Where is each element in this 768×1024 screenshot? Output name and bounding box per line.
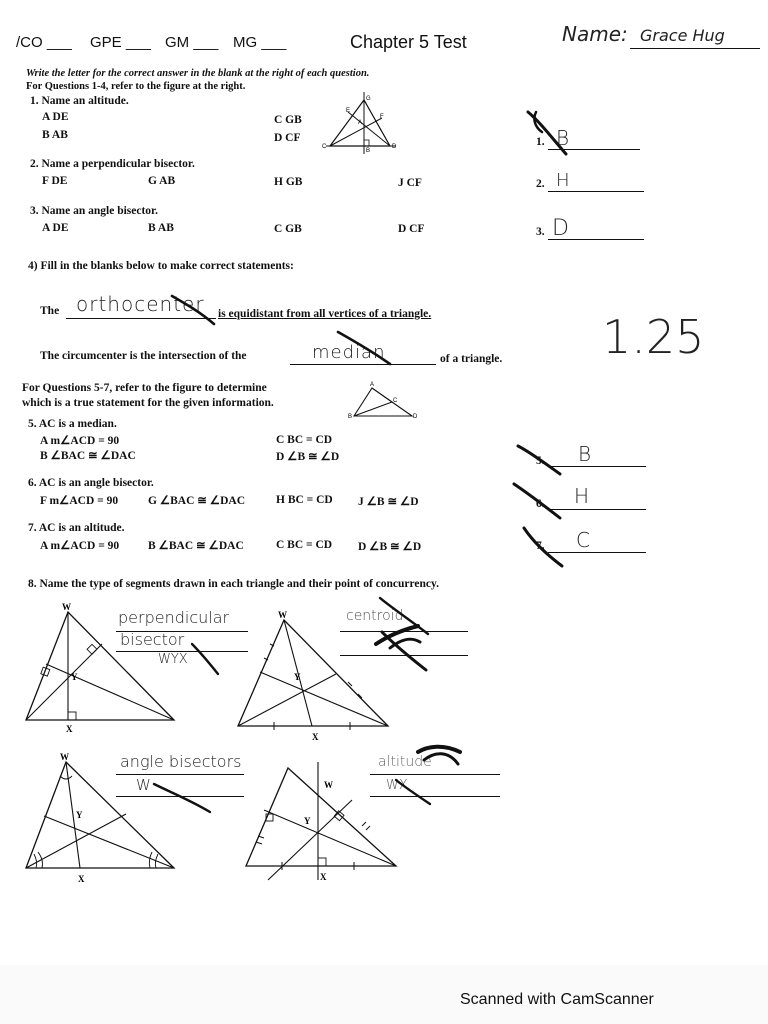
q5-option-d: D ∠B ≅ ∠D <box>276 451 340 463</box>
q2-answer: H <box>556 170 570 191</box>
q4-s1-post: is equidistant from all vertices of a triangle. <box>218 308 432 320</box>
q1-option-b: B AB <box>42 129 68 141</box>
q3-number: 3. <box>536 226 545 238</box>
q5-option-c: C BC = CD <box>276 434 333 446</box>
q2-option-g: G AB <box>148 175 176 187</box>
t4-answer-1: altitude <box>378 754 432 770</box>
t2-label-w: W <box>278 610 287 620</box>
fig-label-g: G <box>366 96 371 102</box>
t4-label-x: X <box>320 872 327 882</box>
q57-intro-2: which is a true statement for the given information. <box>22 397 274 409</box>
header-gm: GM ___ <box>165 34 219 51</box>
name-value: Grace Hug <box>640 26 725 45</box>
q3-option-a: A DE <box>42 222 69 234</box>
t4-answer-2: WX <box>386 778 408 793</box>
small-fig-label-a: A <box>370 382 375 388</box>
q7-answer: C <box>576 528 590 552</box>
t2-label-x: X <box>312 732 319 742</box>
instruction-line-2: For Questions 1-4, refer to the figure at the right. <box>26 81 246 92</box>
q6-number: 6. <box>536 498 545 510</box>
q1-option-a: A DE <box>42 111 69 123</box>
t3-answer-1: angle bisectors <box>120 752 242 771</box>
q4-s1-pre: The <box>40 305 60 317</box>
fig-label-a: A <box>358 120 363 126</box>
page-title: Chapter 5 Test <box>350 32 467 52</box>
q1-option-c: C GB <box>274 114 302 126</box>
q6-prompt: 6. AC is an angle bisector. <box>28 477 154 489</box>
q1-answer: B <box>556 126 570 150</box>
q6-option-h: H BC = CD <box>276 494 333 506</box>
q4-s2-pre: The circumcenter is the intersection of the <box>40 350 247 362</box>
q7-prompt: 7. AC is an altitude. <box>28 522 125 534</box>
q3-option-d: D CF <box>398 223 425 235</box>
q5-prompt: 5. AC is a median. <box>28 418 117 430</box>
t1-answer-3: WYX <box>158 652 188 667</box>
t3-label-x: X <box>78 874 85 884</box>
q1-number: 1. <box>536 136 545 148</box>
q4-s2-answer: median <box>312 342 386 363</box>
q4-prompt: 4) Fill in the blanks below to make correct statements: <box>28 260 294 272</box>
header-co: /CO ___ <box>16 34 72 51</box>
q57-intro-1: For Questions 5-7, refer to the figure to determine <box>22 382 267 394</box>
small-fig-label-d: D <box>413 414 418 420</box>
q7-number: 7. <box>536 540 545 552</box>
small-fig-label-b: B <box>348 414 353 420</box>
q7-option-a: A m∠ACD = 90 <box>40 540 120 552</box>
t3-label-w: W <box>60 752 69 762</box>
q1-prompt: 1. Name an altitude. <box>30 95 129 107</box>
t2-answer-1: centroid <box>346 608 404 624</box>
fig-label-b: B <box>366 148 371 154</box>
t1-label-x: X <box>66 724 73 734</box>
camscanner-label: Scanned with CamScanner <box>460 991 654 1008</box>
t3-answer-2: W <box>136 776 151 794</box>
q7-option-c: C BC = CD <box>276 539 333 551</box>
q6-option-g: G ∠BAC ≅ ∠DAC <box>148 495 246 507</box>
fig-label-d: D <box>392 144 397 150</box>
q2-number: 2. <box>536 178 545 190</box>
name-label: Name: <box>562 22 628 46</box>
header-mg: MG ___ <box>233 34 287 51</box>
q2-prompt: 2. Name a perpendicular bisector. <box>30 158 195 170</box>
q3-prompt: 3. Name an angle bisector. <box>30 205 158 217</box>
t3-label-y: Y <box>76 810 83 820</box>
q2-option-f: F DE <box>42 175 68 187</box>
t1-label-y: Y <box>71 672 78 682</box>
scan-footer <box>0 965 768 1024</box>
t4-label-y: Y <box>304 816 311 826</box>
fig-label-f: F <box>380 114 384 120</box>
q6-option-f: F m∠ACD = 90 <box>40 495 119 507</box>
q3-option-c: C GB <box>274 223 302 235</box>
q4-s1-answer: orthocenter <box>76 292 205 316</box>
t1-answer-1: perpendicular <box>118 608 230 627</box>
q7-option-d: D ∠B ≅ ∠D <box>358 541 422 553</box>
q4-s2-post: of a triangle. <box>440 353 503 365</box>
t1-label-w: W <box>62 602 71 612</box>
fig-label-e: E <box>346 108 351 114</box>
q6-answer: H <box>574 484 590 508</box>
q5-option-b: B ∠BAC ≅ ∠DAC <box>40 450 136 462</box>
q5-option-a: A m∠ACD = 90 <box>40 435 120 447</box>
q8-prompt: 8. Name the type of segments drawn in each triangle and their point of concurrency. <box>28 578 439 590</box>
q2-option-j: J CF <box>398 177 422 189</box>
q3-option-b: B AB <box>148 222 174 234</box>
q7-option-b: B ∠BAC ≅ ∠DAC <box>148 540 244 552</box>
q6-option-j: J ∠B ≅ ∠D <box>358 496 419 508</box>
q5-number: 5. <box>536 455 545 467</box>
q1-option-d: D CF <box>274 132 301 144</box>
header-gpe: GPE ___ <box>90 34 151 51</box>
score: 1.25 <box>602 310 705 364</box>
fig-label-c: C <box>322 144 327 150</box>
q3-answer: D <box>552 216 569 241</box>
t4-label-w: W <box>324 780 333 790</box>
q5-answer: B <box>578 442 592 466</box>
t1-answer-2: bisector <box>120 630 185 649</box>
instruction-line-1: Write the letter for the correct answer in the blank at the right of each question. <box>26 68 370 79</box>
small-fig-label-c: C <box>393 398 398 404</box>
t2-label-y: Y <box>294 672 301 682</box>
q2-option-h: H GB <box>274 176 303 188</box>
